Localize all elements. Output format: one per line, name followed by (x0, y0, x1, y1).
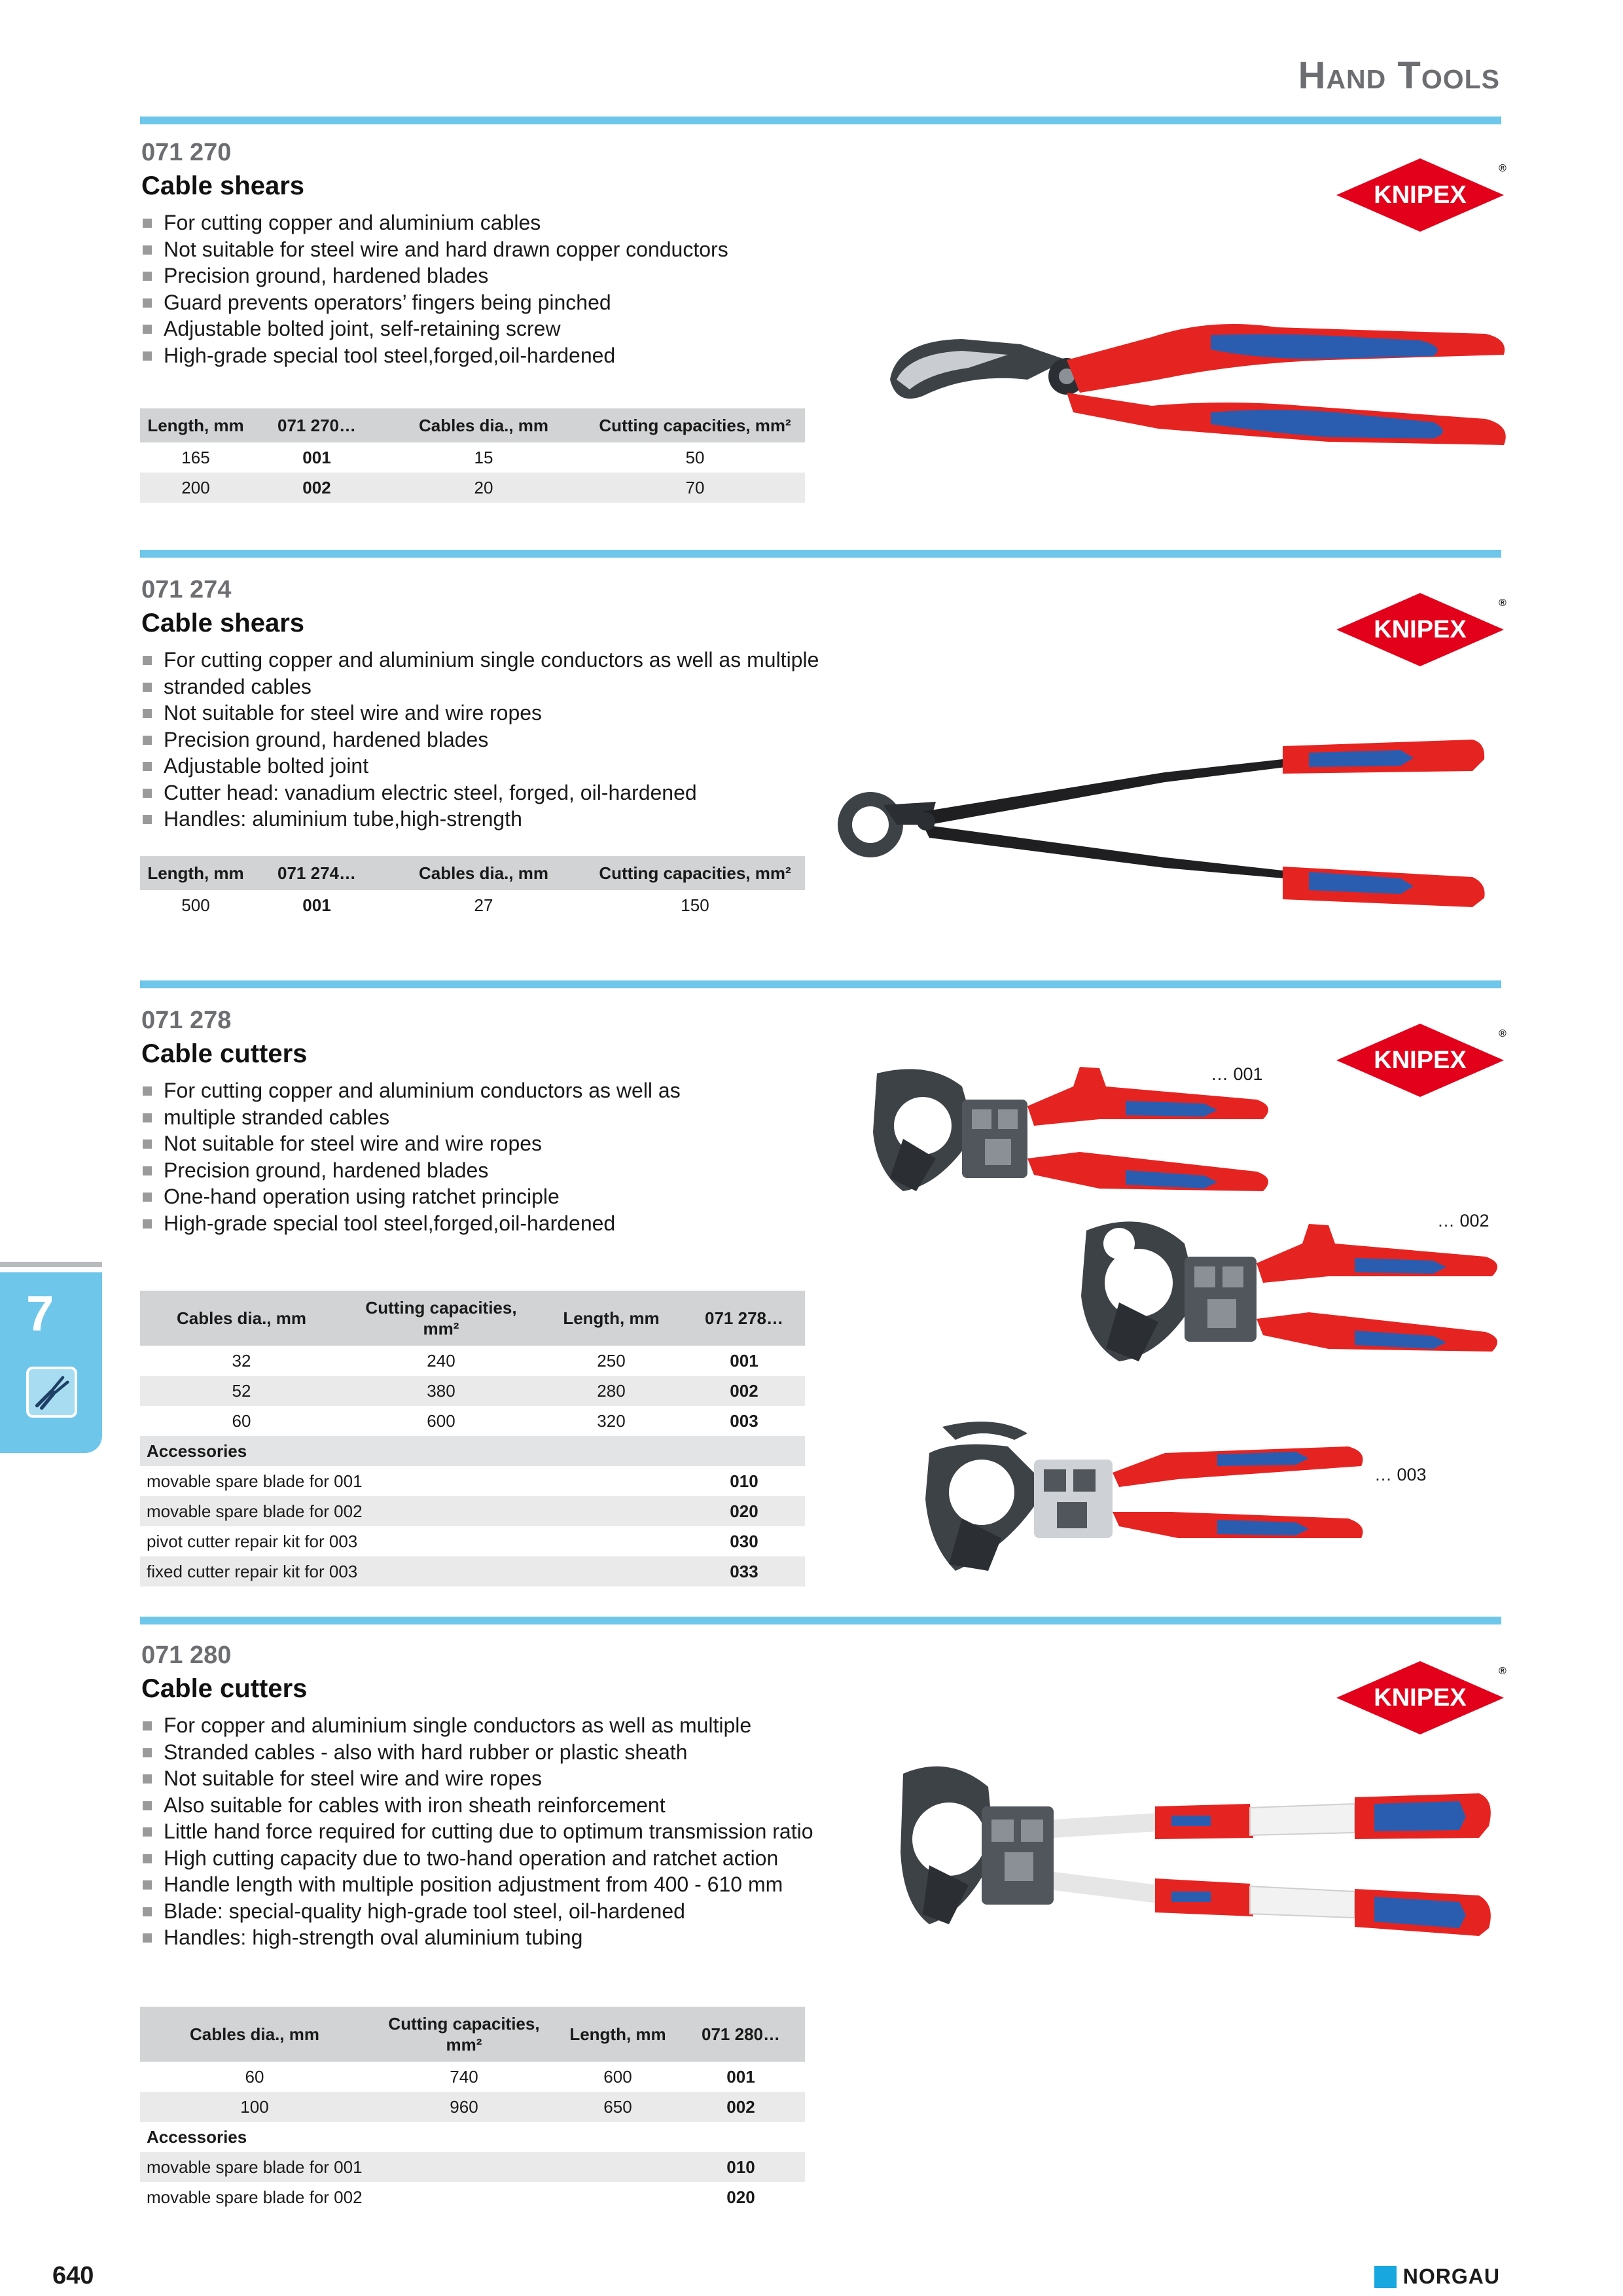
accessory-row (140, 1466, 805, 1496)
feature-item: Not suitable for steel wire and wire ropes (141, 700, 819, 726)
column-header: Length, mm (140, 408, 251, 442)
article-cell: 001 (726, 2066, 755, 2087)
pliers-icon (26, 1367, 77, 1418)
accessories-header-row (140, 2122, 805, 2152)
accessory-name: movable spare blade for 001 (147, 1471, 363, 1491)
accessory-article: 020 (683, 1496, 805, 1526)
capacity-cell: 740 (450, 2066, 478, 2087)
page-header: Hand Tools (1298, 54, 1500, 97)
column-header: Cables dia., mm (382, 408, 585, 442)
section-divider (140, 1617, 1501, 1624)
svg-text:®: ® (1499, 163, 1507, 174)
column-header: Cutting capacities, mm² (585, 856, 805, 890)
svg-text:KNIPEX: KNIPEX (1374, 616, 1467, 643)
accessory-article: 020 (726, 2187, 755, 2207)
article-cell: 002 (683, 1376, 805, 1406)
article-cell: 001 (302, 895, 331, 915)
accessory-article: 030 (730, 1531, 758, 1551)
variant-label: … 002 (1437, 1211, 1489, 1230)
table-row (140, 1406, 805, 1436)
feature-item: High-grade special tool steel,forged,oil-hardened (141, 342, 728, 369)
column-header: 071 270… (251, 408, 382, 442)
spec-table (140, 408, 805, 503)
column-header: Cables dia., mm (140, 2007, 369, 2062)
capacity-cell: 240 (427, 1350, 455, 1371)
column-header: Length, mm (539, 1291, 683, 1346)
column-header: Cutting capacities, mm² (343, 1291, 539, 1346)
article-cell: 002 (677, 2092, 805, 2122)
product-title: Cable cutters (141, 1039, 308, 1068)
chapter-tab-line (0, 1262, 102, 1267)
accessory-article: 010 (730, 1471, 758, 1491)
feature-item: Cutter head: vanadium electric steel, forged, oil-hardened (141, 780, 819, 806)
brand-logo (1374, 2265, 1500, 2289)
accessory-name: movable spare blade for 002 (140, 1496, 683, 1526)
feature-item: One-hand operation using ratchet principle (141, 1183, 681, 1210)
length-cell: 500 (181, 895, 210, 915)
capacity-cell: 600 (427, 1410, 455, 1431)
feature-item: Not suitable for steel wire and wire ropes (141, 1130, 681, 1157)
table-row (140, 473, 805, 503)
accessory-name: pivot cutter repair kit for 003 (147, 1531, 358, 1551)
feature-item: High-grade special tool steel,forged,oil-hardened (141, 1210, 681, 1237)
column-header: Cutting capacities, mm² (585, 408, 805, 442)
feature-item: Not suitable for steel wire and hard drawn copper conductors (141, 236, 728, 263)
capacity-cell: 150 (681, 895, 709, 915)
feature-item: High cutting capacity due to two-hand operation and ratchet action (141, 1845, 813, 1872)
length-cell: 320 (597, 1410, 626, 1431)
accessory-name: fixed cutter repair kit for 003 (140, 1556, 683, 1587)
feature-item: Precision ground, hardened blades (141, 726, 819, 753)
svg-text:KNIPEX: KNIPEX (1374, 1047, 1467, 1074)
column-header: 071 280… (677, 2007, 805, 2062)
svg-text:KNIPEX: KNIPEX (1374, 1684, 1467, 1712)
spec-table (140, 1291, 805, 1587)
column-header: Cables dia., mm (382, 856, 585, 890)
length-cell: 250 (597, 1350, 626, 1371)
capacity-cell: 380 (343, 1376, 539, 1406)
feature-item: Little hand force required for cutting due to optimum transmission ratio (141, 1818, 813, 1845)
spec-table (140, 2007, 805, 2212)
product-title: Cable cutters (141, 1674, 308, 1703)
feature-item: Handles: aluminium tube,high-strength (141, 806, 819, 833)
ratchet-cutter-003-image (916, 1414, 1374, 1584)
feature-item: stranded cables (141, 673, 819, 700)
article-cell: 002 (251, 473, 382, 503)
knipex-logo (1335, 1022, 1505, 1098)
knipex-logo (1335, 1660, 1505, 1736)
feature-item: Handles: high-strength oval aluminium tubing (141, 1924, 813, 1951)
feature-item: Not suitable for steel wire and wire ropes (141, 1765, 813, 1792)
accessory-name: movable spare blade for 001 (140, 2152, 677, 2182)
product-title: Cable shears (141, 609, 305, 637)
capacity-cell: 960 (369, 2092, 559, 2122)
column-header: 071 278… (683, 1291, 805, 1346)
cable-dia-cell: 60 (245, 2066, 264, 2087)
article-cell: 001 (730, 1350, 758, 1371)
accessory-row (140, 1496, 805, 1526)
feature-item: Also suitable for cables with iron sheath reinforcement (141, 1792, 813, 1819)
table-row (140, 1346, 805, 1376)
feature-item: Handle length with multiple position adjustment from 400 - 610 mm (141, 1871, 813, 1898)
accessory-row (140, 2152, 805, 2182)
table-row (140, 2092, 805, 2122)
article-cell: 001 (302, 447, 331, 467)
ratchet-cutter-001-image (864, 1060, 1283, 1217)
feature-list (141, 1077, 681, 1236)
variant-label: … 001 (1211, 1064, 1263, 1084)
product-title: Cable shears (141, 171, 305, 200)
table-row (140, 890, 805, 920)
feature-item: Blade: special-quality high-grade tool steel, oil-hardened (141, 1898, 813, 1925)
accessory-row (140, 1556, 805, 1587)
column-header: Length, mm (559, 2007, 677, 2062)
section-divider (140, 980, 1501, 988)
accessories-label: Accessories (140, 1436, 805, 1466)
feature-item: multiple stranded cables (141, 1104, 681, 1131)
accessory-article: 033 (683, 1556, 805, 1587)
product-code: 071 280 (141, 1641, 232, 1669)
knipex-logo (1335, 157, 1505, 233)
accessory-row (140, 2182, 805, 2212)
chapter-number: 7 (26, 1286, 54, 1342)
brand-square-icon (1374, 2266, 1397, 2288)
cable-dia-cell: 15 (474, 447, 493, 467)
cable-dia-cell: 60 (232, 1410, 251, 1431)
feature-item: Precision ground, hardened blades (141, 1157, 681, 1184)
table-row (140, 2062, 805, 2092)
cable-dia-cell: 100 (140, 2092, 369, 2122)
accessory-name: movable spare blade for 002 (147, 2187, 363, 2207)
svg-text:KNIPEX: KNIPEX (1374, 181, 1467, 209)
table-row (140, 1376, 805, 1406)
length-cell: 600 (603, 2066, 632, 2087)
telescopic-cable-cutter-image (897, 1761, 1499, 1983)
long-cable-shears-image (825, 726, 1492, 936)
column-header: Length, mm (140, 856, 251, 890)
section-divider (140, 117, 1501, 124)
accessory-row (140, 1526, 805, 1556)
column-header: 071 274… (251, 856, 382, 890)
svg-text:®: ® (1499, 1666, 1507, 1677)
cable-shears-image (870, 308, 1499, 478)
feature-item: Adjustable bolted joint (141, 753, 819, 780)
ratchet-cutter-002-image (1073, 1211, 1505, 1381)
cable-dia-cell: 20 (382, 473, 585, 503)
feature-item: Adjustable bolted joint, self-retaining screw (141, 315, 728, 342)
product-code: 071 278 (141, 1007, 232, 1034)
accessories-header-row (140, 1436, 805, 1466)
length-cell: 200 (140, 473, 251, 503)
product-code: 071 274 (141, 576, 232, 603)
table-row (140, 442, 805, 473)
length-cell: 650 (559, 2092, 677, 2122)
section-divider (140, 550, 1501, 558)
feature-item: Guard prevents operators’ fingers being pinched (141, 289, 728, 316)
product-code: 071 270 (141, 139, 232, 166)
article-cell: 003 (730, 1410, 758, 1431)
brand-name: NORGAU (1402, 2265, 1500, 2288)
cable-dia-cell: 32 (232, 1350, 251, 1371)
page-number: 640 (52, 2262, 94, 2289)
svg-text:®: ® (1499, 598, 1507, 609)
feature-list (141, 209, 728, 368)
column-header: Cutting capacities, mm² (369, 2007, 559, 2062)
variant-label: … 003 (1374, 1465, 1427, 1484)
feature-item: For cutting copper and aluminium cables (141, 209, 728, 236)
feature-item: Stranded cables - also with hard rubber or plastic sheath (141, 1739, 813, 1766)
cable-dia-cell: 52 (140, 1376, 343, 1406)
feature-item: For copper and aluminium single conductors as well as multiple (141, 1712, 813, 1739)
accessories-label: Accessories (140, 2122, 805, 2152)
feature-list (141, 1712, 813, 1951)
cable-dia-cell: 27 (474, 895, 493, 915)
feature-item: For cutting copper and aluminium conductors as well as (141, 1077, 681, 1104)
feature-item: Precision ground, hardened blades (141, 262, 728, 289)
accessory-article: 010 (677, 2152, 805, 2182)
length-cell: 165 (181, 447, 210, 467)
knipex-logo (1335, 592, 1505, 668)
feature-item: For cutting copper and aluminium single conductors as well as multiple (141, 647, 819, 673)
column-header: Cables dia., mm (140, 1291, 343, 1346)
length-cell: 280 (539, 1376, 683, 1406)
svg-text:®: ® (1499, 1028, 1507, 1039)
spec-table (140, 856, 805, 920)
feature-list (141, 647, 819, 833)
capacity-cell: 50 (685, 447, 705, 467)
capacity-cell: 70 (585, 473, 805, 503)
